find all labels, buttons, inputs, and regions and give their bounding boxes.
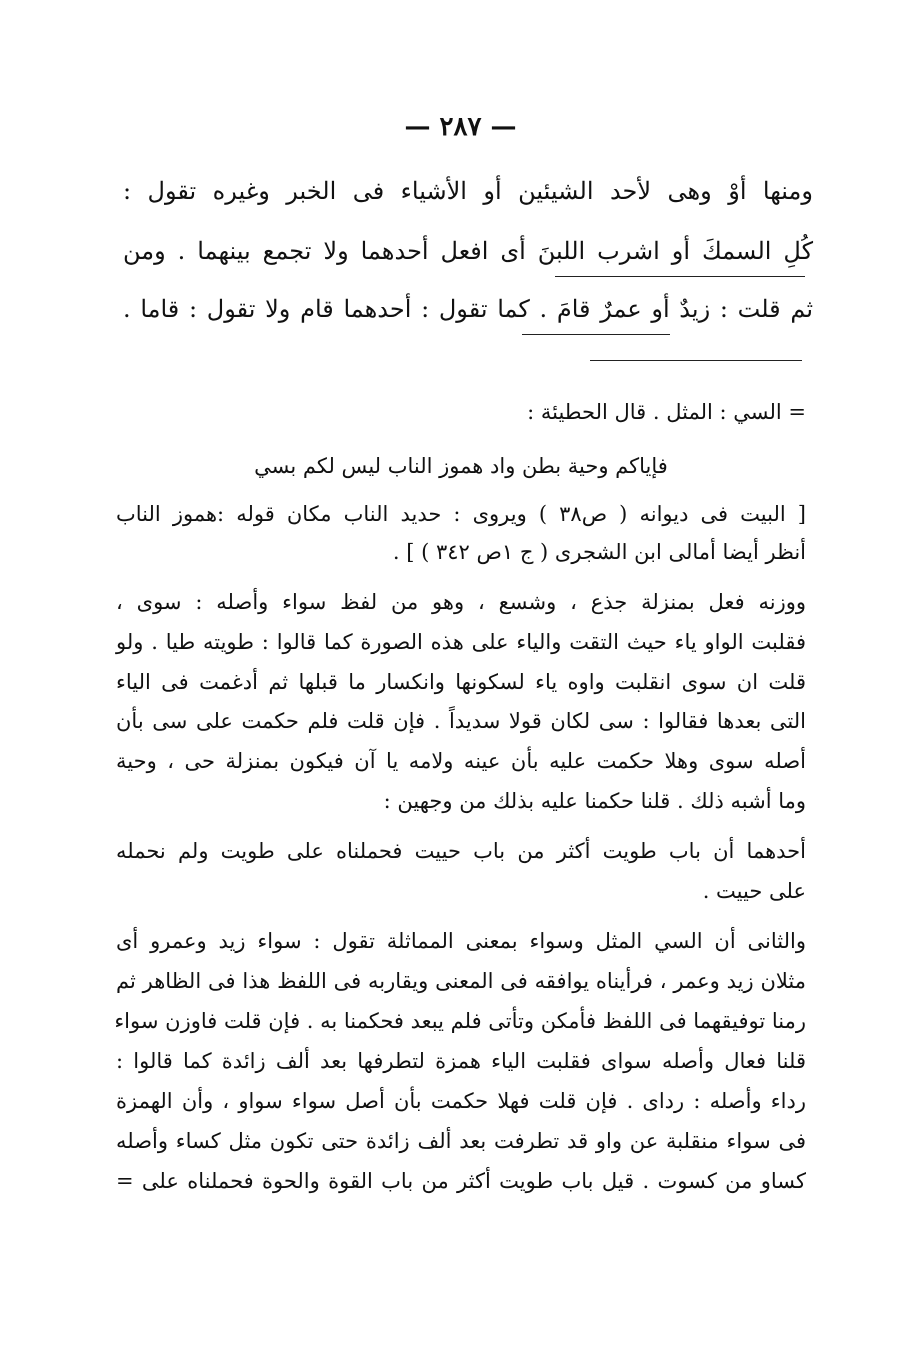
page-number: — ٢٨٧ — — [404, 112, 517, 142]
footnote-line-3: [ البيت فى ديوانه ( ص٣٨ ) ويروى : حديد الناب مكان قوله :هموز الناب — [116, 502, 806, 526]
footnote-line-13: والثانى أن السي المثل وسواء بمعنى المماثلة تقول : سواء زيد وعمرو أى — [116, 929, 806, 953]
footnote-line-8: التى بعدها فقالوا : سى لكان قولا سديداً . فإن قلت فلم حكمت على سى بأن — [116, 709, 806, 733]
footnote-line-12: على حييت . — [702, 879, 806, 903]
footnote-line-4: أنظر أيضا أمالى ابن الشجرى ( ج ١ص ٣٤٢ ) ] . — [392, 540, 806, 564]
main-text-line-1: ومنها أوْ وهى لأحد الشيئين أو الأشياء فى الخبر وغيره تقول : — [123, 177, 813, 205]
footnote-line-15: رمنا توفيقهما فى اللفظ فأمكن وتأتى فلم يبعد فحكمنا به . فإن قلت فاوزن سواء — [114, 1009, 806, 1033]
footnote-heading: = السي : المثل . قال الحطيئة : — [527, 400, 806, 424]
footnote-line-10: وما أشبه ذلك . قلنا حكمنا عليه بذلك من وجهين : — [383, 789, 806, 813]
footnote-line-16: قلنا فعال وأصله سواى فقلبت الياء همزة لتطرفها بعد ألف زائدة كما قالوا : — [116, 1049, 806, 1073]
footnote-line-14: مثلان زيد وعمر ، فرأيناه يوافقه فى المعنى ويقاربه فى اللفظ هذا فى الظاهر ثم — [116, 969, 806, 993]
main-text-line-3: ثم قلت : زيدٌ أو عمرٌ قامَ . كما تقول : أحدهما قام ولا تقول : قاما . — [123, 295, 814, 323]
footnote-line-11: أحدهما أن باب طويت أكثر من باب حييت فحملناه على طويت ولم نحمله — [116, 839, 806, 863]
footnote-line-7: قلت ان سوى انقلبت واوه ياء لسكونها وانكسار ما قبلها ثم أدغمت فى الياء — [116, 670, 806, 694]
footnote-line-9: أصله سوى وهلا حكمت عليه بأن عينه ولامه يا آن فيكون بمنزلة حى ، وحية — [116, 749, 806, 773]
footnote-line-6: فقلبت الواو ياء حيث التقت والياء على هذه الصورة كما قالوا : طويته طيا . ولو — [116, 630, 806, 654]
underline-example-1 — [555, 276, 805, 277]
underline-example-2 — [522, 334, 670, 335]
footnote-line-17: رداء وأصله : رداى . فإن قلت فهلا حكمت بأن أصل سواء سواو ، وأن الهمزة — [116, 1089, 806, 1113]
footnote-line-5: ووزنه فعل بمنزلة جذع ، وشسع ، وهو من لفظ سواء وأصله : سوى ، — [116, 590, 806, 614]
footnote-line-18: فى سواء منقلبة عن واو قد تطرفت بعد ألف زائدة حتى تكون مثل كساء وأصله — [116, 1129, 806, 1153]
footnote-line-19: كساو من كسوت . قيل باب طويت أكثر من باب القوة والحوة فحملناه على = — [116, 1169, 806, 1193]
poem-verse: فإياكم وحية بطن واد هموز الناب ليس لكم بسي — [254, 454, 668, 478]
footnote-separator — [590, 360, 802, 361]
main-text-line-2: كُلِ السمكَ أو اشرب اللبنَ أى افعل أحدهما ولا تجمع بينهما . ومن — [123, 237, 813, 265]
